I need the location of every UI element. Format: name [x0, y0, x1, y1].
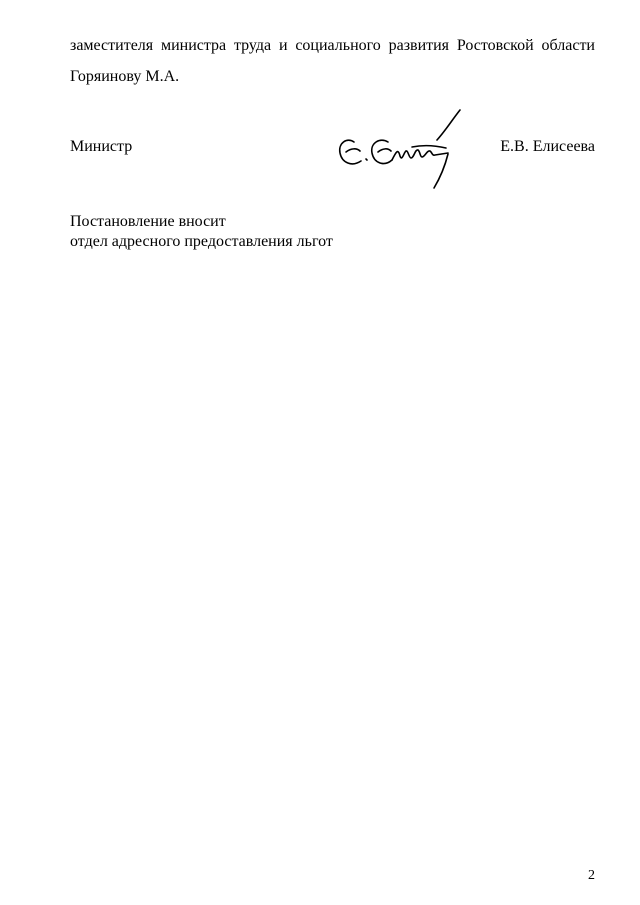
footer-note-line-1: Постановление вносит [70, 213, 226, 230]
handwritten-signature [330, 104, 470, 194]
footer-note [70, 212, 333, 252]
body-text-line-1: заместителя министра труда и социального развития Ростовской области [70, 37, 595, 54]
signer-role: Министр [70, 138, 133, 155]
footer-note-line-2: отдел адресного предоставления льгот [70, 233, 333, 250]
page-number: 2 [588, 868, 595, 883]
signer-name: Е.В. Елисеева [500, 138, 595, 155]
body-text-line-2: Горяинову М.А. [70, 68, 180, 85]
